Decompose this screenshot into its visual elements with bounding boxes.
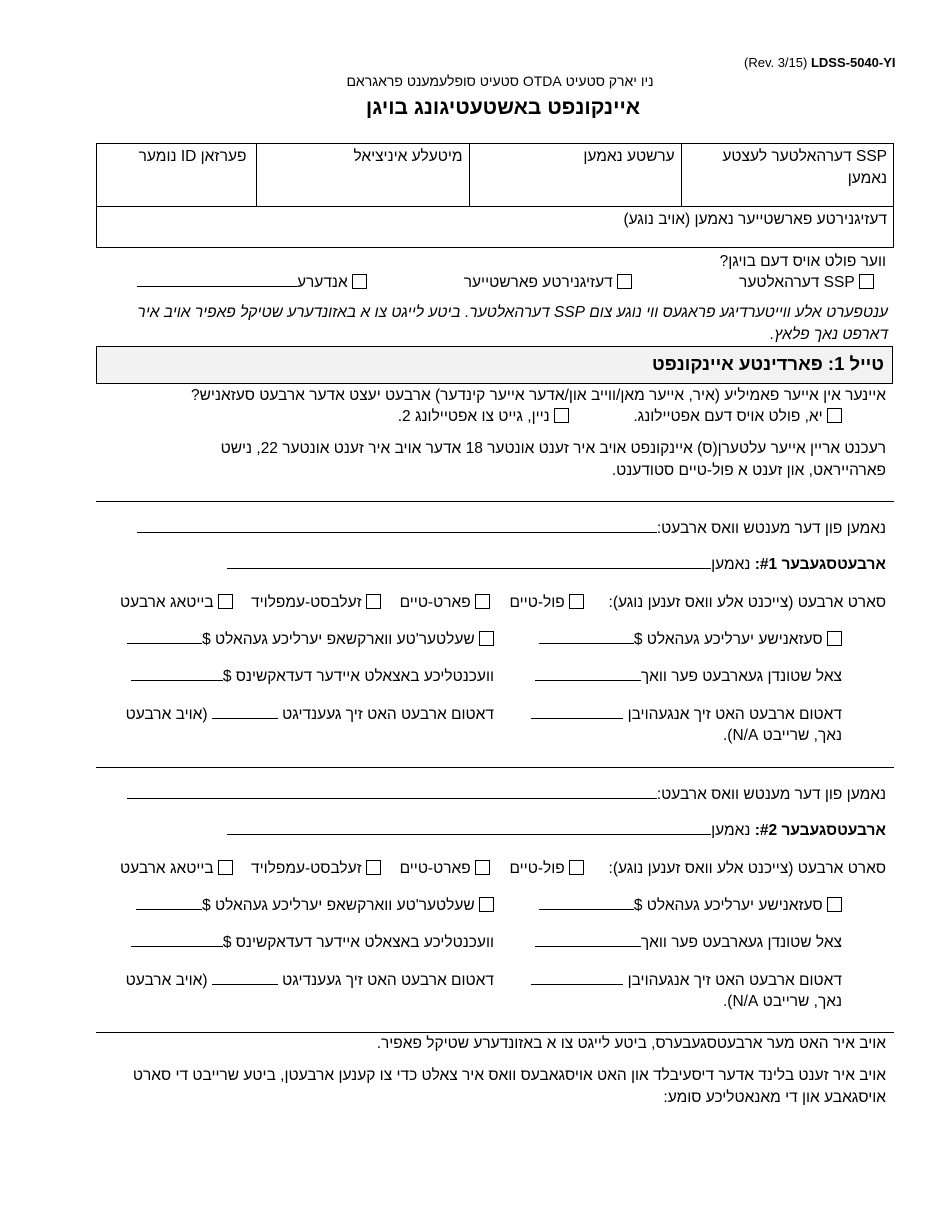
self-employed-option[interactable]	[251, 858, 381, 880]
monthly-pay-row	[131, 666, 494, 688]
ssp-last-name-cell[interactable]	[681, 144, 893, 207]
hours-label: צאל שטונדן געארבעט פער וואך	[640, 668, 842, 685]
daily-work-option[interactable]	[120, 592, 233, 614]
client-id-cell[interactable]	[97, 144, 257, 207]
end-date-line[interactable]	[212, 970, 278, 985]
part1-note-2: פארהייראט, און זענט א פול-טיים סטודענט.	[611, 462, 886, 479]
option-other-label: אנדערע	[297, 274, 348, 291]
more-employers-note: אויב איר האט מער ארבעטסגעבערס, ביטע לייגט צו א באזונדערע שטיקל פאפיר.	[376, 1035, 886, 1052]
identity-table	[96, 143, 894, 248]
ssp-last-name-label-2: נאמען	[847, 170, 887, 187]
monthly-pay-label: וועכנטליכע באצאלט איידער דעדאקשינס $	[222, 934, 494, 951]
full-time-label: פול-טיים	[509, 860, 565, 877]
full-time-option[interactable]	[509, 858, 584, 880]
first-name-cell[interactable]	[469, 144, 681, 207]
employer-name-line[interactable]	[227, 554, 711, 569]
no-option[interactable]	[398, 406, 569, 428]
monthly-pay-label: וועכנטליכע באצאלט איידער דעדאקשינס $	[222, 668, 494, 685]
divider	[96, 501, 894, 502]
school-year-line[interactable]	[127, 629, 202, 644]
seasonal-label: סעזאנישע יערליכע געהאלט $	[633, 897, 823, 914]
work-type-label: סארט ארבעט (צייכנט אלע וואס זענען נוגע):	[608, 594, 886, 611]
end-date-line[interactable]	[212, 704, 278, 719]
divider	[96, 767, 894, 768]
worker-name-row-2	[127, 784, 886, 806]
daily-work-option[interactable]	[120, 858, 233, 880]
seasonal-checkbox[interactable]	[827, 631, 842, 646]
who-fills-question: ווער פולט אויס דעם בויגן?	[719, 253, 886, 270]
part-time-checkbox[interactable]	[475, 860, 490, 875]
hours-line[interactable]	[535, 932, 641, 947]
school-year-row[interactable]	[136, 895, 494, 917]
option-other[interactable]	[137, 272, 367, 294]
hours-row	[535, 666, 842, 688]
middle-initial-label: מיטעלע איניציאל	[353, 148, 463, 165]
work-type-row-2	[609, 858, 886, 880]
form-code	[744, 55, 896, 70]
yes-option-label: יא, פולט אויס דעם אפטיילונג.	[633, 408, 823, 425]
ssp-last-name-label: SSP דערהאלטער לעצטע	[722, 148, 887, 165]
start-date-row	[531, 704, 842, 726]
option-ssp[interactable]	[739, 272, 874, 294]
client-id-label: פערזאן ID נומער	[138, 148, 247, 165]
start-date-line[interactable]	[531, 704, 623, 719]
work-type-label: סארט ארבעט (צייכנט אלע וואס זענען נוגע):	[608, 860, 886, 877]
ssp-checkbox[interactable]	[859, 274, 874, 289]
other-checkbox[interactable]	[352, 274, 367, 289]
end-date-row	[126, 704, 494, 726]
first-name-label: ערשטע נאמען	[583, 148, 675, 165]
no-option-label: ניין, גייט צו אפטיילונג 2.	[397, 408, 550, 425]
seasonal-line[interactable]	[539, 895, 634, 910]
hours-line[interactable]	[535, 666, 641, 681]
full-time-option[interactable]	[509, 592, 584, 614]
part1-header	[96, 346, 893, 384]
worker-name-line[interactable]	[127, 784, 657, 799]
end-date-note: (אויב ארבעט	[125, 706, 208, 723]
part-time-label: פארט-טיים	[399, 860, 471, 877]
hours-row	[535, 932, 842, 954]
school-year-line[interactable]	[136, 895, 202, 910]
page-title: איינקונפט באשטעטיגונג בויגן	[365, 96, 641, 119]
employer-label: ארבעטסגעבער #2:	[754, 822, 886, 839]
designee-checkbox[interactable]	[617, 274, 632, 289]
yes-checkbox[interactable]	[827, 408, 842, 423]
start-date-line[interactable]	[531, 970, 623, 985]
hours-label: צאל שטונדן געארבעט פער וואך	[640, 934, 842, 951]
self-employed-option[interactable]	[251, 592, 381, 614]
seasonal-line[interactable]	[539, 629, 634, 644]
school-year-row[interactable]	[127, 629, 494, 651]
worker-name-line[interactable]	[137, 518, 657, 533]
yes-option[interactable]	[633, 406, 842, 428]
part-time-option[interactable]	[400, 592, 490, 614]
middle-initial-cell[interactable]	[257, 144, 469, 207]
end-date-note: (אויב ארבעט	[125, 972, 208, 989]
daily-work-label: בייטאג ארבעט	[119, 594, 214, 611]
monthly-pay-line[interactable]	[131, 932, 223, 947]
end-date-label: דאטום ארבעט האט זיך געענדיגט	[282, 706, 494, 723]
school-year-label: שעלטער'טע ווארקשאפ יערליכע געהאלט $	[202, 631, 475, 648]
employer-name-label: נאמען	[711, 822, 751, 839]
part-time-checkbox[interactable]	[475, 594, 490, 609]
end-date-note-2: נאך, שרייבט N/A).	[722, 993, 842, 1010]
full-time-label: פול-טיים	[509, 594, 565, 611]
self-employed-label: זעלבסט-עמפלויד	[251, 594, 362, 611]
worker-name-row-1	[137, 518, 886, 540]
form-id: LDSS-5040-YI	[810, 55, 896, 70]
school-year-checkbox[interactable]	[479, 631, 494, 646]
start-date-label: דאטום ארבעט האט זיך אנגעהויבן	[627, 972, 842, 989]
self-employed-checkbox[interactable]	[366, 594, 381, 609]
end-date-label: דאטום ארבעט האט זיך געענדיגט	[282, 972, 494, 989]
self-employed-label: זעלבסט-עמפלויד	[251, 860, 362, 877]
end-date-row	[126, 970, 494, 992]
full-time-checkbox[interactable]	[569, 860, 584, 875]
agency-line: ניו יארק סטעיט OTDA סטעיט סופלעמענט פראגראם	[346, 73, 654, 89]
revision-label: (Rev. 3/15)	[744, 55, 808, 70]
employer-name-line[interactable]	[227, 820, 711, 835]
designee-name-label: דעזיגנירטע פארשטייער נאמען (אויב נוגע)	[623, 211, 887, 228]
seasonal-row[interactable]	[539, 895, 842, 917]
instructions-line-2: דארפט נאך פלאץ.	[770, 326, 888, 343]
daily-work-checkbox[interactable]	[218, 860, 233, 875]
employer-row-2	[227, 820, 886, 842]
instructions-line-1: ענטפערט אלע ווייטערדיגע פראגעס ווי נוגע צום SSP דערהאלטער. ביטע לייגט צו א באזונדערע שטיקל פאפיר אויב איר	[137, 304, 888, 321]
no-checkbox[interactable]	[554, 408, 569, 423]
seasonal-label: סעזאנישע יערליכע געהאלט $	[633, 631, 823, 648]
employer-label: ארבעטסגעבער #1:	[754, 556, 886, 573]
other-line[interactable]	[137, 272, 297, 287]
option-designee[interactable]	[464, 272, 632, 294]
blind-note-2: אויסגאבע און די מאנאטליכע סומע:	[663, 1089, 886, 1106]
blind-note-1: אויב איר זענט בלינד אדער דיסעיבלד און האט אויסגאבעס וואס איר צאלט כדי צו קענען ארבעטן, ביטע שרייבט די סארט	[132, 1067, 886, 1084]
self-employed-checkbox[interactable]	[366, 860, 381, 875]
designee-name-cell[interactable]	[97, 207, 894, 248]
employer-name-label: נאמען	[711, 556, 751, 573]
option-ssp-label: SSP דערהאלטער	[739, 274, 855, 291]
start-date-label: דאטום ארבעט האט זיך אנגעהויבן	[627, 706, 842, 723]
monthly-pay-line[interactable]	[131, 666, 223, 681]
part1-title: טייל 1: פארדינטע איינקונפט	[651, 353, 884, 374]
worker-name-label: נאמען פון דער מענטש וואס ארבעט:	[656, 786, 886, 803]
work-type-row-1	[609, 592, 886, 614]
part-time-label: פארט-טיים	[399, 594, 471, 611]
part-time-option[interactable]	[400, 858, 490, 880]
employer-row-1	[227, 554, 886, 576]
part1-question: איינער אין אייער פאמיליע (איר, אייער מאן/ווייב און/אדער אייער קינדער) ארבעט יעצט אדער ארבעט סעזאניש?	[191, 387, 886, 404]
seasonal-checkbox[interactable]	[827, 897, 842, 912]
option-designee-label: דעזיגנירטע פארשטייער	[463, 274, 613, 291]
school-year-checkbox[interactable]	[479, 897, 494, 912]
start-date-row	[531, 970, 842, 992]
end-date-note-2: נאך, שרייבט N/A).	[722, 727, 842, 744]
monthly-pay-row	[131, 932, 494, 954]
full-time-checkbox[interactable]	[569, 594, 584, 609]
seasonal-row[interactable]	[539, 629, 842, 651]
part1-note-1: רעכנט אריין אייער עלטערן(ס) איינקונפט אויב איר זענט אונטער 18 אדער אויב איר זענט אונטער 22, נישט	[220, 440, 886, 457]
daily-work-checkbox[interactable]	[218, 594, 233, 609]
worker-name-label: נאמען פון דער מענטש וואס ארבעט:	[656, 520, 886, 537]
school-year-label: שעלטער'טע ווארקשאפ יערליכע געהאלט $	[202, 897, 475, 914]
daily-work-label: בייטאג ארבעט	[119, 860, 214, 877]
